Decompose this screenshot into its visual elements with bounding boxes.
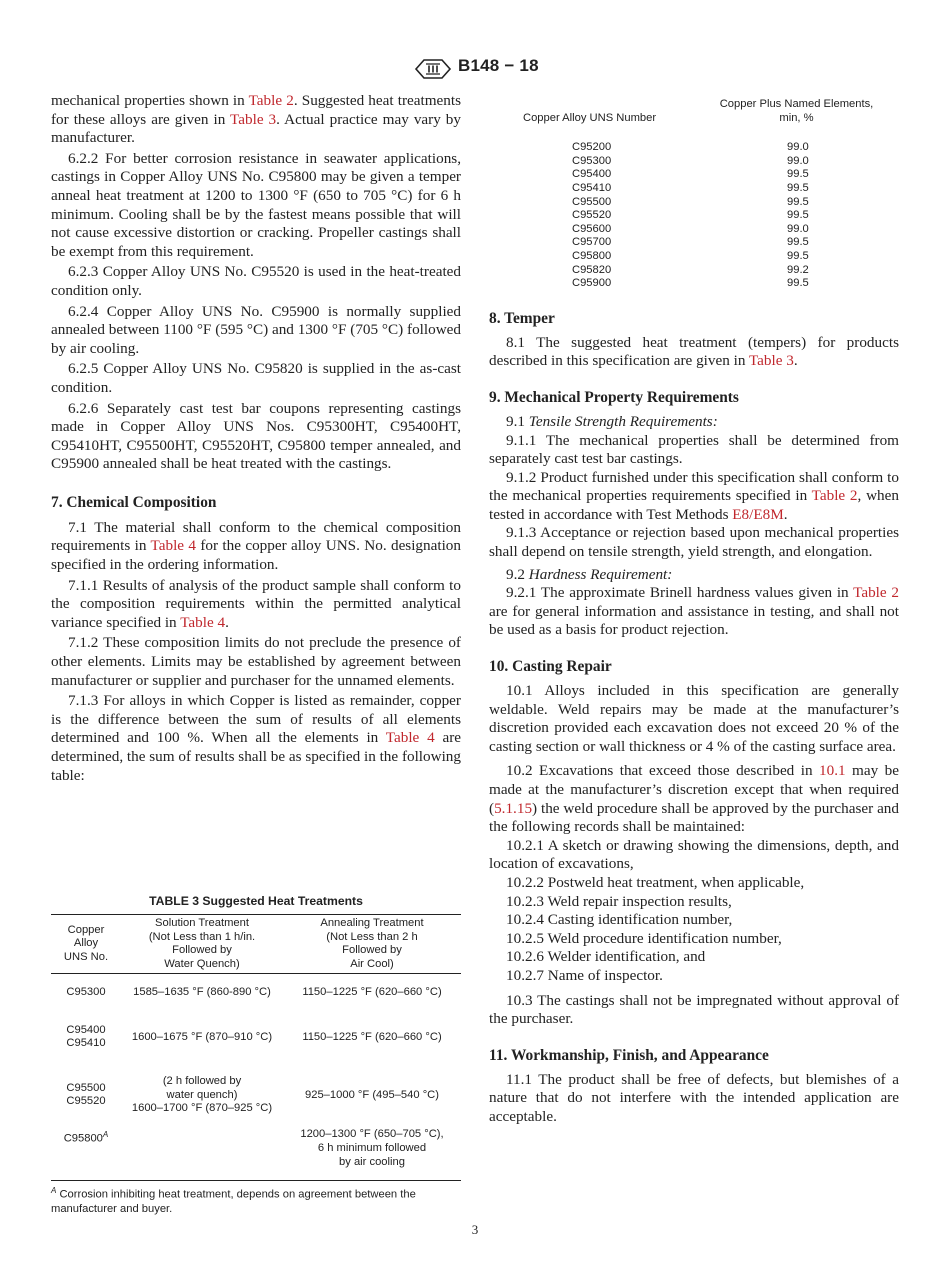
table-footnote: $^A$ Corrosion inhibiting heat treatment, depends on agreement between the manufacturer and buyer.: [51, 1180, 461, 1216]
table-3: [51, 914, 461, 1216]
table-2-link[interactable]: Table 2: [853, 584, 899, 602]
column-header: Copper Plus Named Elements, min, %: [719, 98, 874, 124]
paragraph-9-2: 9.2 Hardness Requirement:: [506, 565, 673, 583]
table-cell: 1585–1635 °F (860-890 °C): [133, 985, 271, 998]
paragraph-9-1-2: 9.1.2 Product furnished under this specification shall conform to the mechanical properties requirements specified in Table 2, when tested in accordance with Test Methods E8/E8M.: [489, 468, 899, 523]
table-4-link[interactable]: Table 4: [385, 729, 435, 747]
table-row: [51, 974, 461, 1010]
table-3-title: TABLE 3 Suggested Heat Treatments: [149, 894, 363, 908]
list-item: 10.2.7 Name of inspector.: [506, 966, 663, 984]
table-cell: 1150–1225 °F (620–660 °C): [302, 1030, 442, 1043]
table-row: C95800 99.5: [572, 249, 809, 262]
e8-e8m-link[interactable]: E8/E8M: [732, 505, 784, 523]
section-7-heading: 7. Chemical Composition: [51, 493, 217, 511]
table-row: [51, 1010, 461, 1064]
paragraph-10-3: 10.3 The castings shall not be impregnated without approval of the purchaser.: [489, 991, 899, 1028]
table-cell: (2 h followed by water quench) 1600–1700 °F (870–925 °C): [131, 1074, 273, 1115]
table-cell: 1200–1300 °F (650–705 °C), 6 h minimum followed by air cooling: [300, 1128, 444, 1168]
right-column: [489, 98, 899, 1127]
standard-designation: B148 − 18: [458, 56, 539, 75]
paragraph-6-2-2: 6.2.2 For better corrosion resistance in seawater applications, castings in Copper Alloy UNS No. C95800 may be given a temper anneal heat treatment at 1200 to 1300 °F (650 to 705 °C) for 6 h minimum. Cooling shall be by the fastest means possible that will not cause excessive distortion or cracking. Propeller castings shall be exempt from this requirement.: [51, 149, 461, 260]
table-row: C95400 99.5: [572, 168, 809, 181]
section-5-1-15-link[interactable]: 5.1.15: [494, 799, 533, 817]
table-2-link[interactable]: Table 2: [811, 487, 858, 505]
table-cell: 925–1000 °F (495–540 °C): [305, 1088, 439, 1101]
paragraph-intro: mechanical properties shown in Table 2. Suggested heat treatments for these alloys are given in Table 3. Actual practice may vary by manufacturer.: [51, 92, 461, 147]
table-row: C95600 99.0: [572, 222, 809, 235]
paragraph-9-1-3: 9.1.3 Acceptance or rejection based upon mechanical properties shall depend on tensile strength, yield strength, and elongation.: [489, 524, 899, 561]
paragraph-7-1-2: 7.1.2 These composition limits do not preclude the presence of other elements. Limits may be established by agreement between manufacturer or supplier and purchaser for the unnamed elements.: [51, 634, 461, 689]
paragraph-7-1: 7.1 The material shall conform to the chemical composition requirements in Table 4 for the copper alloy UNS. No. designation specified in the ordering information.: [51, 518, 461, 574]
section-9-heading: 9. Mechanical Property Requirements: [489, 388, 739, 406]
page-number: 3: [471, 1222, 479, 1237]
table-3-link[interactable]: Table 3: [748, 352, 794, 370]
table-cell: C95300: [66, 985, 106, 998]
table-cell: $C95800^A$: [63, 1130, 109, 1146]
list-item: 10.2.1 A sketch or drawing showing the dimensions, depth, and location of excavations,: [489, 836, 899, 873]
paragraph-9-1-1: 9.1.1 The mechanical properties shall be determined from separately cast test bar castings.: [489, 431, 899, 468]
table-row: [51, 1126, 461, 1180]
table-row: C95410 99.5: [572, 181, 809, 194]
paragraph-9-2-1: 9.2.1 The approximate Brinell hardness values given in Table 2 are for general information and assistance in testing, and shall not be used as a basis for product rejection.: [489, 584, 899, 639]
list-item: 10.2.6 Welder identification, and: [506, 948, 706, 966]
paragraph-9-1: 9.1 Tensile Strength Requirements:: [506, 412, 718, 430]
table-row: C95820 99.2: [572, 263, 809, 276]
page-header: [0, 54, 950, 84]
paragraph-6-2-5: 6.2.5 Copper Alloy UNS No. C95820 is supplied in the as-cast condition.: [51, 360, 461, 396]
table-header-row: [51, 915, 461, 974]
column-header: Copper Alloy UNS No.: [63, 923, 109, 963]
table-row: C95300 99.0: [572, 154, 809, 167]
section-8-heading: 8. Temper: [489, 309, 555, 327]
list-item: 10.2.4 Casting identification number,: [506, 911, 733, 929]
table-4-link[interactable]: Table 4: [150, 537, 196, 555]
table-3-link[interactable]: Table 3: [230, 110, 277, 128]
table-row: [51, 1064, 461, 1126]
section-10-heading: 10. Casting Repair: [489, 658, 612, 676]
paragraph-8-1: 8.1 The suggested heat treatment (tempers) for products described in this specification are given in Table 3.: [489, 333, 899, 370]
table-row: C95200 99.0: [572, 141, 809, 154]
table-row: C95520 99.5: [572, 209, 809, 222]
paragraph-10-1: 10.1 Alloys included in this specification are generally weldable. Weld repairs may be made at the manufacturer’s discretion provided each excavation does not exceed 20 % of the casting section or wall thickness or 4 % of the casting surface area.: [489, 682, 899, 755]
paragraph-6-2-6: 6.2.6 Separately cast test bar coupons representing castings made in Copper Alloy UNS Nos. C95300HT, C95400HT, C95410HT, C95500HT, C95520HT, C95800 temper annealed, and C95900 annealed shall be heat treated with the castings.: [51, 399, 461, 473]
paragraph-7-1-3: 7.1.3 For alloys in which Copper is listed as remainder, copper is the difference between the sum of results of all elements determined and 100 %. When all the elements in Table 4 are determined, the sum of results shall be as specified in the following table:: [51, 692, 461, 784]
paragraph-6-2-3: 6.2.3 Copper Alloy UNS No. C95520 is used in the heat-treated condition only.: [51, 263, 461, 299]
astm-logo: [414, 56, 452, 82]
paragraph-7-1-1: 7.1.1 Results of analysis of the product sample shall conform to the composition requirements within the permitted analytical variance specified in Table 4.: [51, 576, 461, 631]
table-cell: C95500 C95520: [66, 1081, 106, 1108]
paragraph-10-2: 10.2 Excavations that exceed those described in 10.1 may be made at the manufacturer’s discretion except that when required (5.1.15) the weld procedure shall be approved by the purchaser and the following records shall be maintained:: [489, 762, 899, 836]
left-column: [51, 92, 461, 785]
footnote-marker: A: [102, 1130, 109, 1140]
table-row: C95500 99.5: [572, 195, 809, 208]
paragraph-6-2-4: 6.2.4 Copper Alloy UNS No. C95900 is normally supplied annealed between 1100 °F (595 °C) and 1300 °F (705 °C) followed by air cooling.: [51, 302, 461, 357]
table-2-link[interactable]: Table 2: [248, 92, 294, 109]
table-row: C95700 99.5: [572, 236, 809, 249]
list-item: 10.2.5 Weld procedure identification number,: [506, 929, 782, 947]
section-10-1-link[interactable]: 10.1: [819, 762, 846, 780]
paragraph-11-1: 11.1 The product shall be free of defects, but blemishes of a nature that do not interfere with the intended application are acceptable.: [489, 1070, 899, 1125]
copper-plus-table: [489, 98, 899, 291]
table-4-link[interactable]: Table 4: [180, 613, 226, 631]
table-header-row: [489, 98, 899, 125]
list-item: 10.2.2 Postweld heat treatment, when applicable,: [506, 873, 805, 891]
list-item: 10.2.3 Weld repair inspection results,: [506, 892, 732, 910]
table-cell: 1600–1675 °F (870–910 °C): [131, 1030, 273, 1043]
table-row: C95900 99.5: [572, 277, 809, 290]
table-cell: C95400 C95410: [66, 1023, 106, 1050]
table-cell: 1150–1225 °F (620–660 °C): [302, 985, 442, 998]
section-11-heading: 11. Workmanship, Finish, and Appearance: [489, 1046, 769, 1064]
column-header: Solution Treatment (Not Less than 1 h/in. Followed by Water Quench): [148, 917, 256, 970]
column-header: Annealing Treatment (Not Less than 2 h Followed by Air Cool): [320, 917, 424, 970]
column-header: Copper Alloy UNS Number: [523, 111, 657, 124]
